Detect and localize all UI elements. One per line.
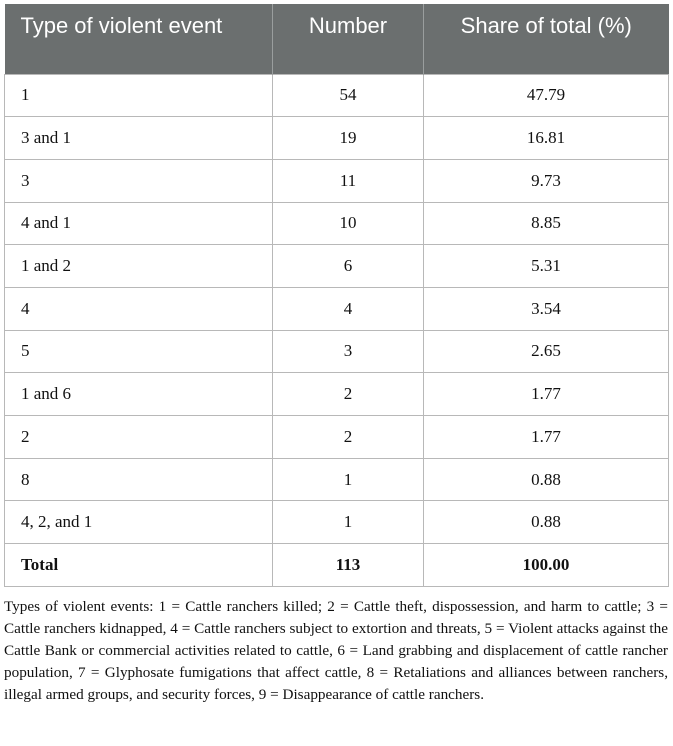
- cell-share: 0.88: [424, 458, 669, 501]
- cell-event-type: 1 and 6: [5, 373, 273, 416]
- header-share-of-total: Share of total (%): [424, 4, 669, 74]
- table-footnote: Types of violent events: 1 = Cattle ranchers killed; 2 = Cattle theft, dispossession, and harm to cattle; 3 = Cattle ranchers kidnapped, 4 = Cattle ranchers subject to extortion and threats, 5 = Violent attacks against the Cattle Bank or commercial activities related to cattle, 6 = Land grabbing and displacement of cattle rancher population, 7 = Glyphosate fumigations that affect cattle, 8 = Retaliations and alliances between ranchers, illegal armed groups, and security forces, 9 = Disappearance of cattle ranchers.: [4, 598, 668, 703]
- cell-share: 3.54: [424, 287, 669, 330]
- cell-number: 2: [273, 416, 424, 459]
- header-number: Number: [273, 4, 424, 74]
- cell-number: 1: [273, 458, 424, 501]
- cell-event-type: 2: [5, 416, 273, 459]
- table-row: [5, 159, 669, 202]
- table-row: [5, 501, 669, 544]
- table-body: [5, 74, 669, 586]
- cell-event-type: 4: [5, 287, 273, 330]
- cell-number: 1: [273, 501, 424, 544]
- cell-number: 4: [273, 287, 424, 330]
- table-row: [5, 373, 669, 416]
- table-header: [5, 4, 669, 74]
- table-row: [5, 330, 669, 373]
- cell-share: 5.31: [424, 245, 669, 288]
- cell-number: 19: [273, 117, 424, 160]
- cell-total-share: 100.00: [424, 544, 669, 587]
- violent-events-table: [4, 4, 669, 587]
- cell-event-type: 5: [5, 330, 273, 373]
- cell-share: 0.88: [424, 501, 669, 544]
- cell-event-type: 8: [5, 458, 273, 501]
- cell-event-type: 3 and 1: [5, 117, 273, 160]
- cell-number: 11: [273, 159, 424, 202]
- table-row: [5, 117, 669, 160]
- cell-share: 1.77: [424, 373, 669, 416]
- data-table-container: [4, 4, 668, 587]
- header-row: [5, 4, 669, 74]
- cell-number: 6: [273, 245, 424, 288]
- cell-share: 47.79: [424, 74, 669, 117]
- table-row: [5, 287, 669, 330]
- cell-event-type: 1: [5, 74, 273, 117]
- total-row: [5, 544, 669, 587]
- cell-share: 1.77: [424, 416, 669, 459]
- cell-number: 10: [273, 202, 424, 245]
- cell-share: 9.73: [424, 159, 669, 202]
- cell-total-label: Total: [5, 544, 273, 587]
- table-row: [5, 458, 669, 501]
- cell-number: 54: [273, 74, 424, 117]
- table-row: [5, 202, 669, 245]
- cell-share: 2.65: [424, 330, 669, 373]
- cell-total-number: 113: [273, 544, 424, 587]
- cell-event-type: 4, 2, and 1: [5, 501, 273, 544]
- header-type-of-violent-event: Type of violent event: [5, 4, 273, 74]
- cell-event-type: 1 and 2: [5, 245, 273, 288]
- cell-share: 8.85: [424, 202, 669, 245]
- cell-share: 16.81: [424, 117, 669, 160]
- cell-number: 2: [273, 373, 424, 416]
- cell-event-type: 4 and 1: [5, 202, 273, 245]
- table-row: [5, 245, 669, 288]
- cell-number: 3: [273, 330, 424, 373]
- table-row: [5, 416, 669, 459]
- table-row: [5, 74, 669, 117]
- cell-event-type: 3: [5, 159, 273, 202]
